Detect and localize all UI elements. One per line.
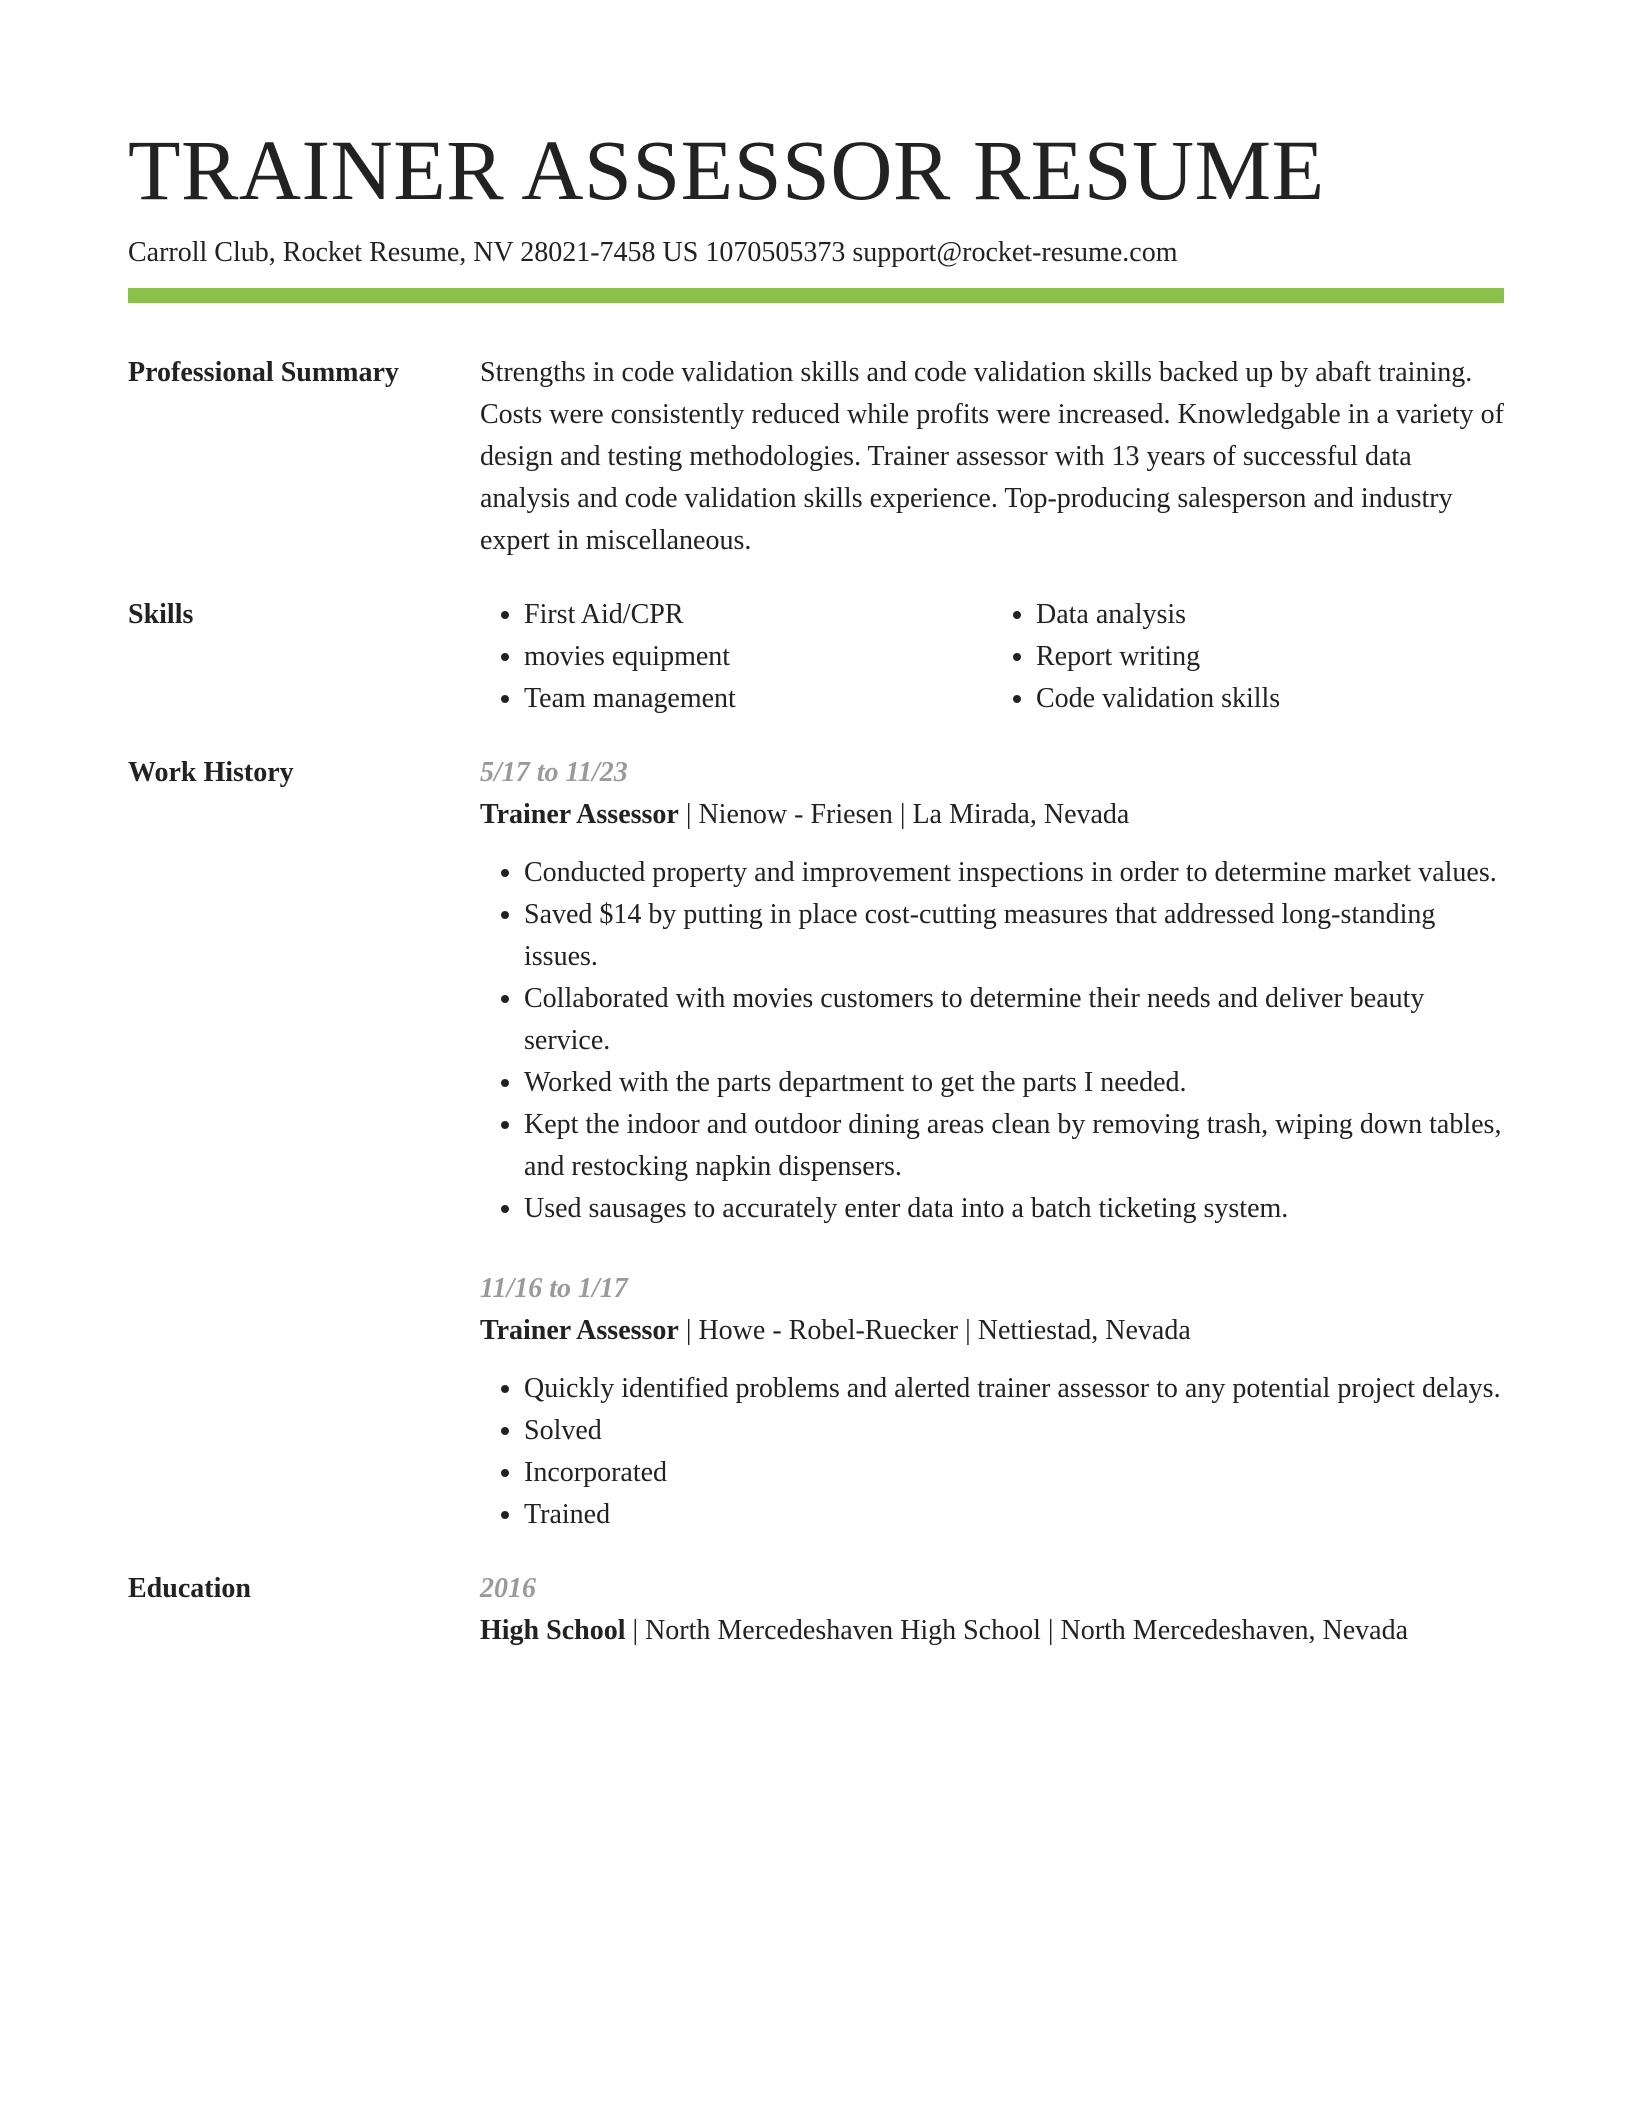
work-history-body — [480, 752, 1504, 1536]
education-line — [480, 1610, 1504, 1652]
section-label-work: Work History — [128, 757, 294, 788]
job-bullet: • Incorporated — [524, 1452, 1504, 1494]
skill-item: • Report writing — [1036, 636, 1504, 678]
resume-title: TRAINER ASSESSOR RESUME — [128, 122, 1325, 218]
job-title: Trainer Assessor — [480, 799, 679, 830]
education-school-location: | North Mercedeshaven High School | North Mercedeshaven, Nevada — [625, 1615, 1408, 1646]
education-year: 2016 — [480, 1573, 536, 1604]
job-bullet: • Worked with the parts department to get the parts I needed. — [524, 1062, 1504, 1104]
job-role-line — [480, 794, 1504, 836]
summary-body — [480, 352, 1504, 562]
section-label-education: Education — [128, 1573, 251, 1604]
accent-divider — [128, 288, 1504, 303]
job-bullets — [480, 1368, 1504, 1536]
skills-column-right — [992, 594, 1504, 720]
skills-column-left — [480, 594, 992, 720]
education-section — [128, 1568, 1504, 1652]
job-bullet: • Trained — [524, 1494, 1504, 1536]
education-degree: High School — [480, 1615, 626, 1646]
job-bullet: • Solved — [524, 1410, 1504, 1452]
education-body — [480, 1568, 1504, 1652]
skills-body — [480, 594, 1504, 720]
resume-page — [128, 0, 1504, 1652]
work-history-section — [128, 752, 1504, 1536]
job-employer-location: | Howe - Robel-Ruecker | Nettiestad, Nevada — [678, 1315, 1191, 1346]
skill-item: • movies equipment — [524, 636, 992, 678]
skill-item: • Data analysis — [1036, 594, 1504, 636]
job-bullet: • Saved $14 by putting in place cost-cutting measures that addressed long-standing issues. — [524, 894, 1504, 978]
job-dates: 11/16 to 1/17 — [480, 1273, 628, 1304]
section-label-skills: Skills — [128, 599, 194, 630]
job-employer-location: | Nienow - Friesen | La Mirada, Nevada — [678, 799, 1130, 830]
job-dates: 5/17 to 11/23 — [480, 757, 628, 788]
skill-item: • First Aid/CPR — [524, 594, 992, 636]
job-bullet: • Collaborated with movies customers to determine their needs and deliver beauty service. — [524, 978, 1504, 1062]
job-bullet: • Conducted property and improvement inspections in order to determine market values. — [524, 852, 1504, 894]
job-entry — [480, 1268, 1504, 1536]
skills-grid — [480, 594, 1504, 720]
section-label-summary: Professional Summary — [128, 357, 399, 388]
job-bullet: • Quickly identified problems and alerted trainer assessor to any potential project delays. — [524, 1368, 1504, 1410]
skill-item: • Code validation skills — [1036, 678, 1504, 720]
summary-section — [128, 352, 1504, 562]
job-entry — [480, 752, 1504, 1230]
job-bullets — [480, 852, 1504, 1230]
job-bullet: • Used sausages to accurately enter data into a batch ticketing system. — [524, 1188, 1504, 1230]
summary-text: Strengths in code validation skills and code validation skills backed up by abaft training. Costs were consistently reduced while profits were increased. Knowledgable in a variety of design and testing methodologies. Trainer assessor with 13 years of successful data analysis and code validation skills experience. Top-producing salesperson and industry expert in miscellaneous. — [480, 357, 1504, 556]
skill-item: • Team management — [524, 678, 992, 720]
contact-info: Carroll Club, Rocket Resume, NV 28021-7458 US 1070505373 support@rocket-resume.com — [128, 237, 1178, 268]
job-title: Trainer Assessor — [480, 1315, 679, 1346]
skills-section — [128, 594, 1504, 720]
job-bullet: • Kept the indoor and outdoor dining areas clean by removing trash, wiping down tables, and restocking napkin dispensers. — [524, 1104, 1504, 1188]
job-role-line — [480, 1310, 1504, 1352]
